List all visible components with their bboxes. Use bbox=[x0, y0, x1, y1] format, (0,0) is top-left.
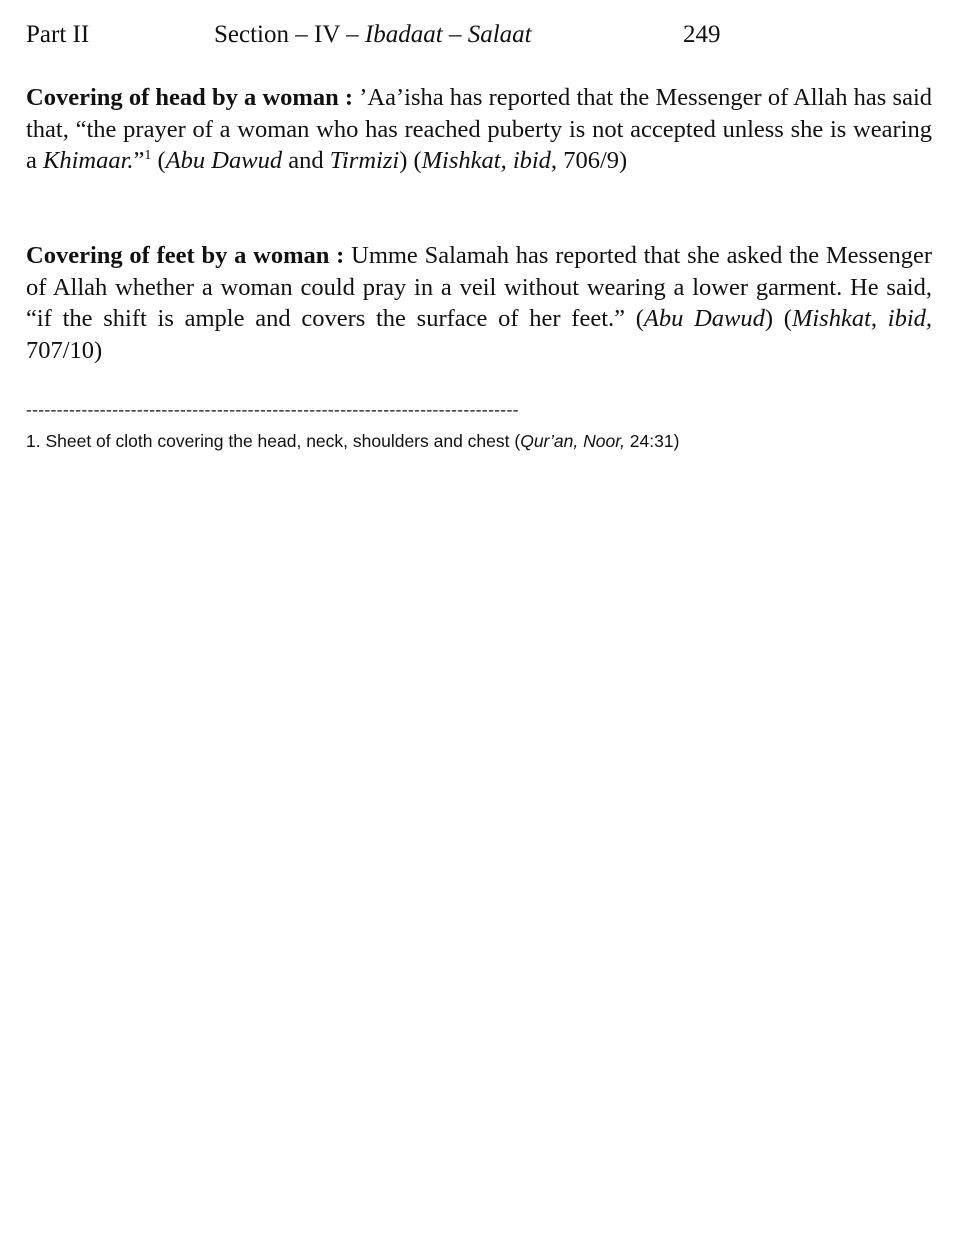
header-page-number: 249 bbox=[683, 21, 721, 48]
paren-separator: ) ( bbox=[764, 305, 792, 332]
paragraph-text: Umme Salamah has reported that she asked the Messenger of Allah whether a woman could pray in a veil without wearing a lower garment. He said, “if the shift is ample and covers the surface of her feet.” ( bbox=[26, 242, 932, 332]
paragraph-text: ’Aa’isha has reported that the Messenger of Allah has said that, “the prayer of a woman who has reached puberty is not accepted unless she is wearing a bbox=[26, 84, 932, 174]
header-part: Part II bbox=[26, 21, 90, 48]
footnote-marker: 1 bbox=[144, 147, 152, 163]
header-section-title: Ibadaat – Salaat bbox=[364, 21, 532, 48]
paragraph-heading: Covering of head by a woman : bbox=[26, 84, 354, 111]
quote-close: ” bbox=[133, 147, 145, 174]
paragraph-heading: Covering of feet by a woman : bbox=[26, 242, 345, 269]
reference-number: 707/10) bbox=[26, 336, 103, 364]
header-section-prefix: Section – IV – bbox=[214, 21, 365, 48]
footnote bbox=[26, 428, 926, 454]
source-mishkat: Mishkat, ibid, bbox=[791, 305, 933, 332]
footnote-divider: -------------------------------------------------------------------------------- bbox=[26, 400, 519, 419]
paragraph-covering-feet bbox=[26, 240, 932, 366]
page-header bbox=[26, 19, 726, 51]
source-mishkat: Mishkat, ibid, bbox=[421, 147, 558, 174]
footnote-reference: 24:31) bbox=[624, 431, 680, 451]
reference-number: 706/9) bbox=[557, 147, 628, 174]
footnote-text: 1. Sheet of cloth covering the head, neck, shoulders and chest ( bbox=[26, 431, 521, 451]
header-section bbox=[214, 19, 532, 51]
source-abu-dawud: Abu Dawud bbox=[165, 147, 283, 174]
footnote-source: Qur’an, Noor, bbox=[520, 431, 625, 451]
paragraph-covering-head bbox=[26, 82, 932, 177]
conjunction: and bbox=[282, 147, 330, 174]
source-abu-dawud: Abu Dawud bbox=[643, 305, 765, 332]
paren-separator: ) ( bbox=[399, 147, 422, 174]
source-tirmizi: Tirmizi bbox=[329, 147, 400, 174]
term-khimaar: Khimaar. bbox=[43, 147, 134, 174]
paren-open: ( bbox=[151, 147, 166, 174]
